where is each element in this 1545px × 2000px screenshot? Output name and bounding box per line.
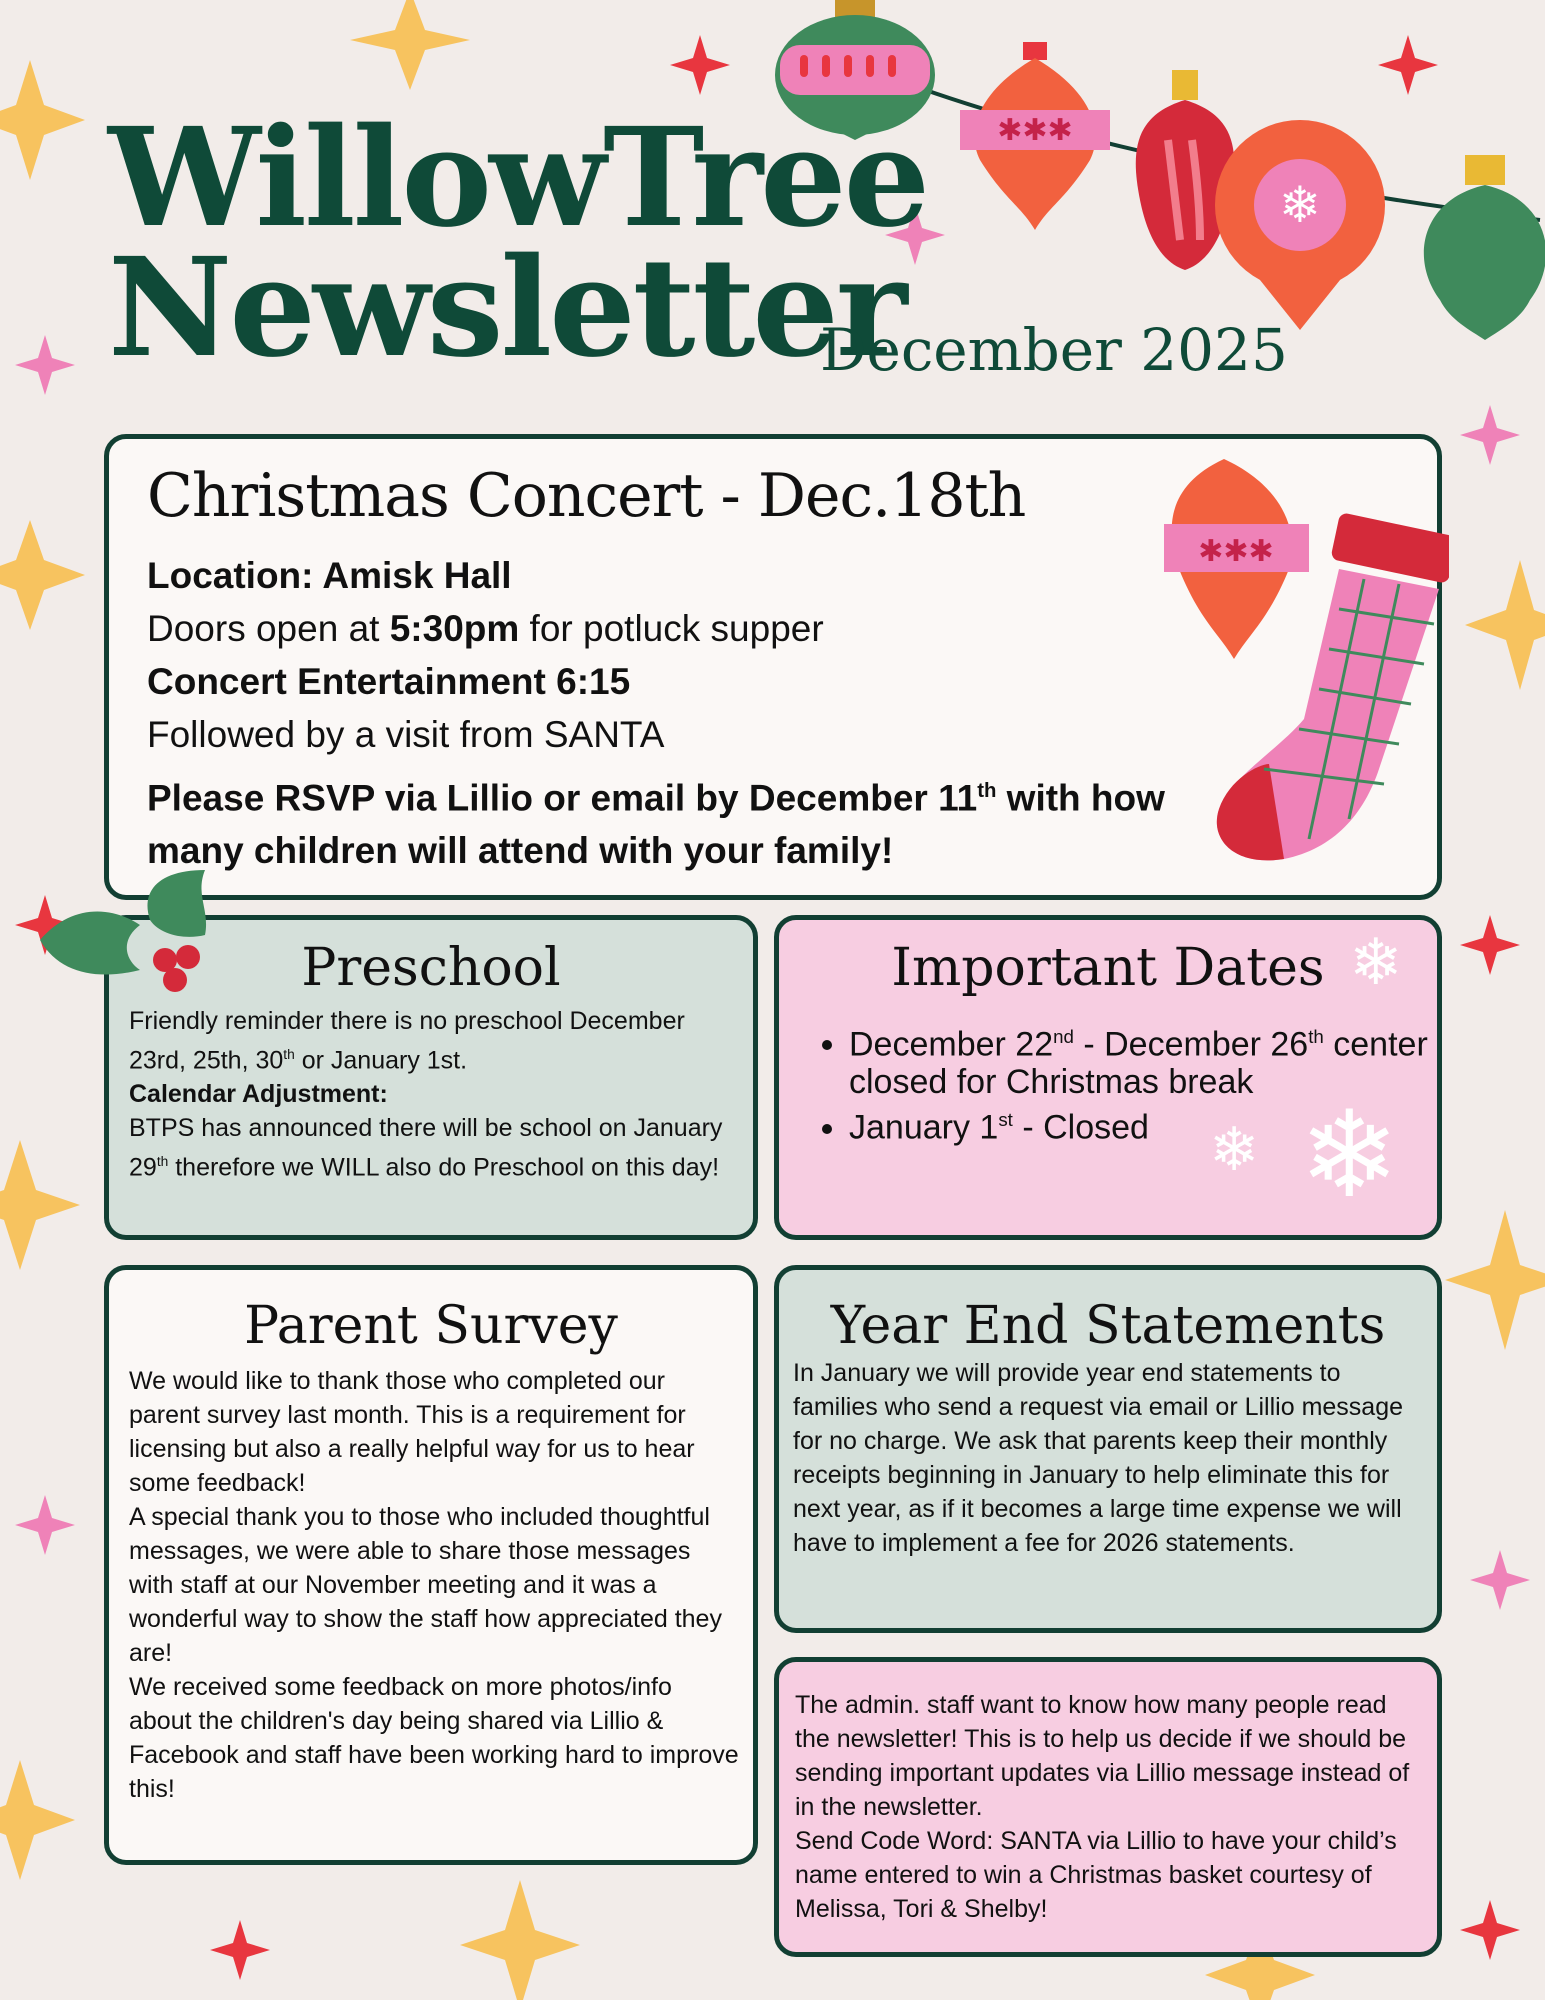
date-text: - Closed (1012, 1108, 1149, 1147)
concert-title: Christmas Concert - Dec.18th (147, 461, 1026, 531)
preschool-reminder-text-end: or January 1st. (294, 1046, 468, 1075)
concert-details (147, 549, 1167, 877)
svg-text:✱✱✱: ✱✱✱ (997, 113, 1073, 148)
concert-doors-text: Doors open at (147, 608, 390, 649)
admin-paragraph: The admin. staff want to know how many people read the newsletter! This is to help us decide if we should be sending important updates via Lillio message instead of in the newsletter. (795, 1691, 1410, 1821)
calendar-adjustment-label: Calendar Adjustment: (129, 1080, 388, 1109)
concert-doors-time: 5:30pm (389, 608, 520, 649)
concert-location: Location: Amisk Hall (147, 555, 512, 596)
adjust-text-end: therefore we WILL also do Preschool on this day! (168, 1153, 720, 1182)
concert-card (104, 434, 1442, 900)
year-end-card (774, 1265, 1442, 1633)
parent-survey-card (104, 1265, 758, 1865)
preschool-title: Preschool (301, 938, 561, 998)
date-sup: nd (1053, 1026, 1074, 1047)
date-text: January 1 (849, 1108, 999, 1147)
date-sup: th (1308, 1026, 1324, 1047)
preschool-body (109, 998, 753, 1185)
ornament-icon (1136, 70, 1234, 270)
svg-text:✱✱✱: ✱✱✱ (1198, 534, 1274, 569)
date-sup: st (998, 1109, 1013, 1131)
newsletter-month: December 2025 (820, 316, 1288, 384)
snowflake-icon: ❄ (1299, 1088, 1400, 1222)
survey-paragraph: We would like to thank those who completed our parent survey last month. This is a requirement for licensing but also a really helpful way for us to hear some feedback! (129, 1367, 695, 1497)
adjust-sup: th (156, 1154, 169, 1170)
rsvp-text: Please RSVP via Lillio or email by December 11 (147, 777, 978, 819)
newsletter-title-line2: Newsletter (108, 228, 905, 388)
date-text: - December 26 (1073, 1025, 1309, 1064)
date-text: center closed for Christmas break (849, 1025, 1428, 1102)
snowflake-icon: ❄ (1209, 1116, 1260, 1183)
survey-paragraph: A special thank you to those who included thoughtful messages, we were able to share those messages with staff at our November meeting and it was a wonderful way to show the staff how appreciated they are! (129, 1503, 722, 1667)
holly-icon (30, 865, 220, 1005)
admin-body (779, 1662, 1437, 1926)
svg-text:❄: ❄ (1279, 176, 1321, 234)
important-dates-title: Important Dates (891, 938, 1325, 998)
survey-paragraph: We received some feedback on more photos/info about the children's day being shared via Lillio & Facebook and staff have been working hard to improve this! (129, 1673, 739, 1803)
adjust-text: BTPS has announced there will be school on January 29 (129, 1114, 723, 1182)
year-end-title: Year End Statements (830, 1296, 1386, 1356)
ornament-icon (960, 42, 1110, 230)
concert-santa: Followed by a visit from SANTA (147, 714, 665, 755)
date-text: December 22 (849, 1025, 1054, 1064)
preschool-reminder-sup: th (283, 1047, 295, 1062)
concert-doors (147, 602, 1167, 655)
newsletter-title-line1: WillowTree (108, 98, 928, 258)
ornament-icon (1424, 155, 1545, 340)
ornament-icon (1215, 120, 1385, 330)
snowflake-icon: ❄ (1349, 926, 1403, 998)
parent-survey-title: Parent Survey (244, 1296, 618, 1356)
year-end-body: In January we will provide year end statements to families who send a request via email or Lillio message for no charge. We ask that parents keep their monthly receipts beginning in January to help eliminate this for next year, as if it becomes a large time expense we will have to implement a fee for 2026 statements. (793, 1359, 1404, 1557)
calendar-adjustment-text (129, 1111, 739, 1184)
parent-survey-body (109, 1356, 753, 1806)
ornament-icon (1164, 459, 1309, 659)
preschool-reminder-text: Friendly reminder there is no preschool December 23rd, 25th, 30 (129, 1007, 685, 1075)
rsvp-text-end: with how many children will attend with your family! (147, 777, 1165, 872)
rsvp-sup: th (977, 780, 997, 802)
preschool-reminder (129, 1004, 739, 1077)
concert-rsvp (147, 765, 1167, 877)
concert-doors-text-end: for potluck supper (519, 608, 824, 649)
concert-entertainment: Concert Entertainment 6:15 (147, 661, 631, 702)
important-dates-card (774, 915, 1442, 1240)
stocking-ornament-art (1149, 419, 1449, 899)
admin-card (774, 1657, 1442, 1957)
admin-paragraph: Send Code Word: SANTA via Lillio to have your child’s name entered to win a Christmas basket courtesy of Melissa, Tori & Shelby! (795, 1827, 1397, 1923)
